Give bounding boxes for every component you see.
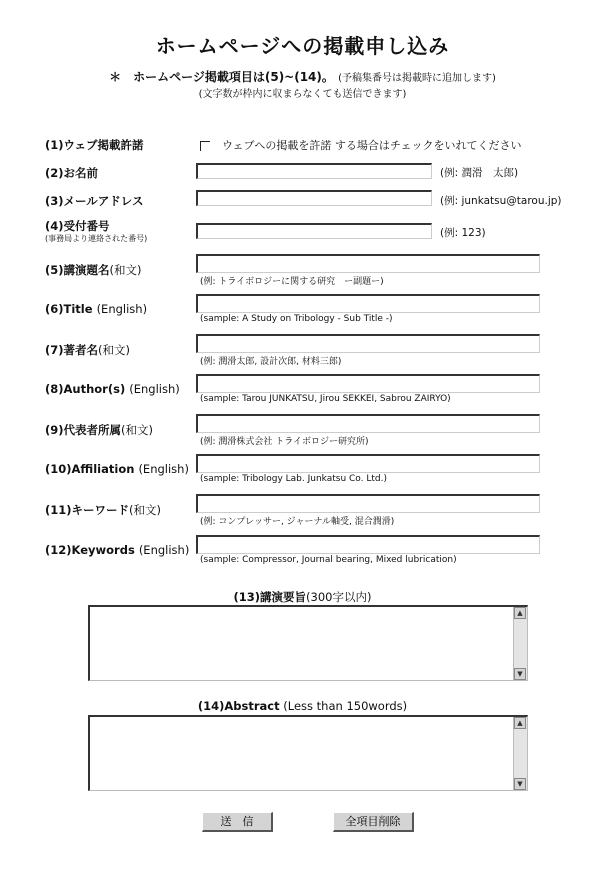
abstract-label: (14)Abstract xyxy=(197,699,280,713)
affiliation-en-hint: (sample: Tribology Lab. Junkatsu Co. Ltd.) xyxy=(200,474,387,484)
keywords-en-label: (12)Keywords xyxy=(45,543,135,557)
note-main: ＊ ホームページ掲載項目は(5)~(14)。 xyxy=(109,70,334,84)
page-title: ホームページへの掲載申し込み xyxy=(155,34,450,58)
keywords-ja-label: (11)キーワード xyxy=(45,503,130,517)
abstract-caption xyxy=(0,699,605,713)
submit-button[interactable]: 送 信 xyxy=(202,812,273,832)
keywords-en-note: (English) xyxy=(138,543,190,557)
reception-number-sublabel: (事務局より連絡された番号) xyxy=(45,234,148,243)
lecture-title-ja-label: (5)講演題名 xyxy=(45,263,110,277)
label-authors-en xyxy=(45,382,180,396)
lecture-title-ja-note: (和文) xyxy=(109,263,142,277)
affiliation-ja-label: (9)代表者所属 xyxy=(45,423,122,437)
label-reception-number: (4)受付番号 xyxy=(45,219,110,233)
affiliation-en-note: (English) xyxy=(138,462,189,476)
affiliation-en-input[interactable] xyxy=(196,454,540,473)
keywords-ja-note: (和文) xyxy=(129,503,161,517)
lecture-title-ja-hint: (例: トライボロジーに関する研究 ー副題ー) xyxy=(200,277,384,287)
email-example: (例: junkatsu@tarou.jp) xyxy=(440,195,562,207)
summary-caption xyxy=(0,589,605,605)
authors-ja-note: (和文) xyxy=(98,343,130,357)
keywords-en-input[interactable] xyxy=(196,535,540,554)
scroll-down-icon[interactable]: ▼ xyxy=(514,668,526,680)
label-name: (2)お名前 xyxy=(45,166,99,180)
abstract-textarea[interactable] xyxy=(88,715,528,791)
authors-en-note: (English) xyxy=(129,382,180,396)
affiliation-en-label: (10)Affiliation xyxy=(45,462,135,476)
email-input[interactable] xyxy=(196,190,432,206)
scroll-up-icon[interactable]: ▲ xyxy=(514,607,526,619)
abstract-note: (Less than 150words) xyxy=(283,699,408,713)
summary-label: (13)講演要旨 xyxy=(233,590,307,604)
title-en-note: (English) xyxy=(96,302,148,316)
name-example: (例: 潤滑 太郎) xyxy=(440,167,519,179)
authors-en-hint: (sample: Tarou JUNKATSU, Jirou SEKKEI, Sabrou ZAIRYO) xyxy=(200,394,451,404)
authors-ja-input[interactable] xyxy=(196,334,540,353)
web-permission-text: ウェブへの掲載を許諾 する場合はチェックをいれてください xyxy=(222,139,522,152)
reception-number-input[interactable] xyxy=(196,223,432,239)
authors-ja-label: (7)著者名 xyxy=(45,343,99,357)
label-affiliation-en xyxy=(45,462,189,476)
affiliation-ja-input[interactable] xyxy=(196,414,540,433)
keywords-en-hint: (sample: Compressor, Journal bearing, Mixed lubrication) xyxy=(200,555,457,565)
authors-en-label: (8)Author(s) xyxy=(45,382,126,396)
label-email: (3)メールアドレス xyxy=(45,194,144,208)
label-keywords-en xyxy=(45,543,189,557)
label-authors-ja xyxy=(45,342,130,358)
label-lecture-title-ja xyxy=(45,262,142,278)
scroll-up-icon[interactable]: ▲ xyxy=(514,717,526,729)
note-main-small: (予稿集番号は掲載時に追加します) xyxy=(338,73,496,84)
label-web-permission: (1)ウェブ掲載許諾 xyxy=(45,138,144,152)
page-note xyxy=(0,68,605,85)
web-permission-checkbox[interactable] xyxy=(200,141,210,151)
scroll-down-icon[interactable]: ▼ xyxy=(514,778,526,790)
authors-ja-hint: (例: 潤滑太郎, 設計次郎, 材料三郎) xyxy=(200,357,342,367)
lecture-title-ja-input[interactable] xyxy=(196,254,540,273)
label-affiliation-ja xyxy=(45,422,153,438)
summary-textarea[interactable] xyxy=(88,605,528,681)
reception-number-example: (例: 123) xyxy=(440,227,486,239)
page-note-sub: (文字数が枠内に収まらなくても送信できます) xyxy=(198,89,407,100)
label-title-en xyxy=(45,302,147,316)
keywords-ja-hint: (例: コンプレッサー, ジャーナル軸受, 混合潤滑) xyxy=(200,517,395,527)
label-keywords-ja xyxy=(45,502,161,518)
authors-en-input[interactable] xyxy=(196,374,540,393)
name-input[interactable] xyxy=(196,163,432,179)
summary-note: (300字以内) xyxy=(306,590,372,604)
title-en-hint: (sample: A Study on Tribology - Sub Title -) xyxy=(200,314,393,324)
title-en-label: (6)Title xyxy=(45,302,93,316)
title-en-input[interactable] xyxy=(196,294,540,313)
reset-button[interactable]: 全項目削除 xyxy=(333,812,414,832)
affiliation-ja-hint: (例: 潤滑株式会社 トライボロジー研究所) xyxy=(200,437,369,447)
web-permission-row xyxy=(200,137,522,153)
summary-scrollbar[interactable] xyxy=(513,607,527,680)
abstract-scrollbar[interactable] xyxy=(513,717,527,790)
affiliation-ja-note: (和文) xyxy=(121,423,153,437)
keywords-ja-input[interactable] xyxy=(196,494,540,513)
